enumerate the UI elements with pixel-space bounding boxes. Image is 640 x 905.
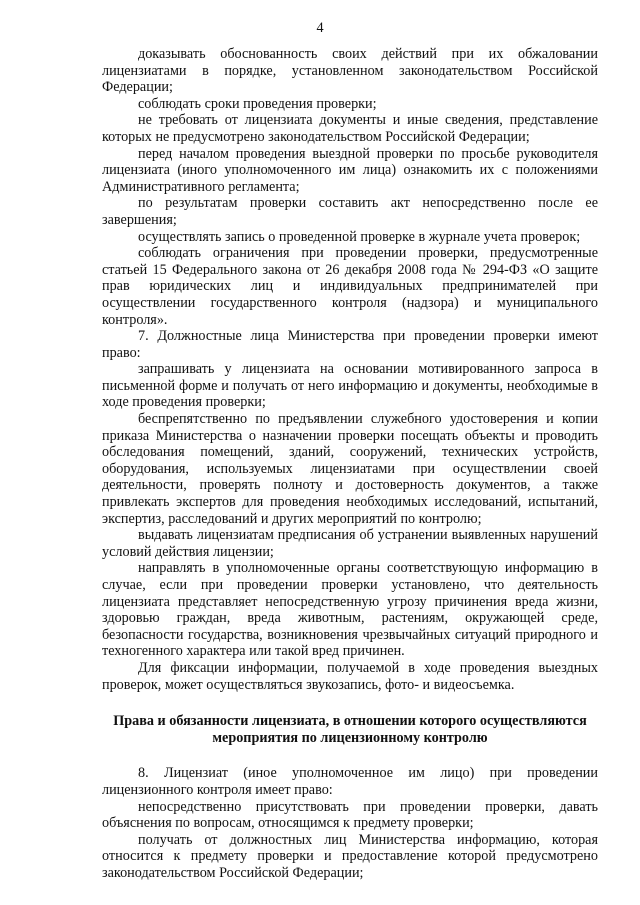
page-number: 4 [316,20,324,36]
section-heading: Права и обязанности лицензиата, в отношении которого осуществляются мероприятия по лицензионному контролю [113,713,587,746]
paragraph: беспрепятственно по предъявлении служебного удостоверения и копии приказа Министерства о назначении проверки посещать объекты и проводить обследования помещений, зданий, сооружений, технических устройств, оборудования, используемых лицензиатами при осуществлении своей деятельности, проверять полноту и достоверность документов, а также привлекать экспертов для проведения необходимых исследований, испытаний, экспертиз, расследований и других мероприятий по контролю; [102,411,598,527]
paragraph: 8. Лицензиат (иное уполномоченное им лицо) при проведении лицензионного контроля имеет право: [102,765,598,798]
paragraph: по результатам проверки составить акт непосредственно после ее завершения; [102,195,598,228]
paragraph: запрашивать у лицензиата на основании мотивированного запроса в письменной форме и получать от него информацию и документы, необходимые в ходе проведения проверки; [102,361,598,411]
paragraph: непосредственно присутствовать при проведении проверки, давать объяснения по вопросам, относящимся к предмету проверки; [102,798,598,832]
paragraph: соблюдать сроки проведения проверки; [138,95,377,112]
paragraph: не требовать от лицензиата документы и иные сведения, представление которых не предусмотрено законодательством Российской Федерации; [102,112,598,145]
paragraph: доказывать обоснованность своих действий при их обжаловании лицензиатами в порядке, установленном законодательством Российской Федерации; [102,46,598,96]
paragraph: осуществлять запись о проведенной проверке в журнале учета проверок; [138,228,581,245]
paragraph: выдавать лицензиатам предписания об устранении выявленных нарушений условий действия лицензии; [102,527,598,560]
document-body [102,46,598,882]
paragraph: перед началом проведения выездной проверки по просьбе руководителя лицензиата (иного уполномоченного им лица) ознакомить их с положениями Административного регламента; [102,145,598,195]
paragraph: направлять в уполномоченные органы соответствующую информацию в случае, если при проведении проверки установлено, что деятельность лицензиата представляет непосредственную угрозу причинения вреда жизни, здоровью граждан, вреда животным, растениям, окружающей среде, безопасности государства, возникновения чрезвычайных ситуаций природного и техногенного характера или такой вред причинен. [102,560,598,660]
paragraph: соблюдать ограничения при проведении проверки, предусмотренные статьей 15 Федерального закона от 26 декабря 2008 года № 294-ФЗ «О защите прав юридических лиц и индивидуальных предпринимателей при осуществлении государственного контроля (надзора) и муниципального контроля». [102,245,598,328]
paragraph: 7. Должностные лица Министерства при проведении проверки имеют право: [102,328,598,361]
paragraph: получать от должностных лиц Министерства информацию, которая относится к предмету проверки и предоставление которой предусмотрено законодательством Российской Федерации; [102,831,598,881]
paragraph: Для фиксации информации, получаемой в ходе проведения выездных проверок, может осуществляться звукозапись, фото- и видеосъемка. [102,659,598,693]
